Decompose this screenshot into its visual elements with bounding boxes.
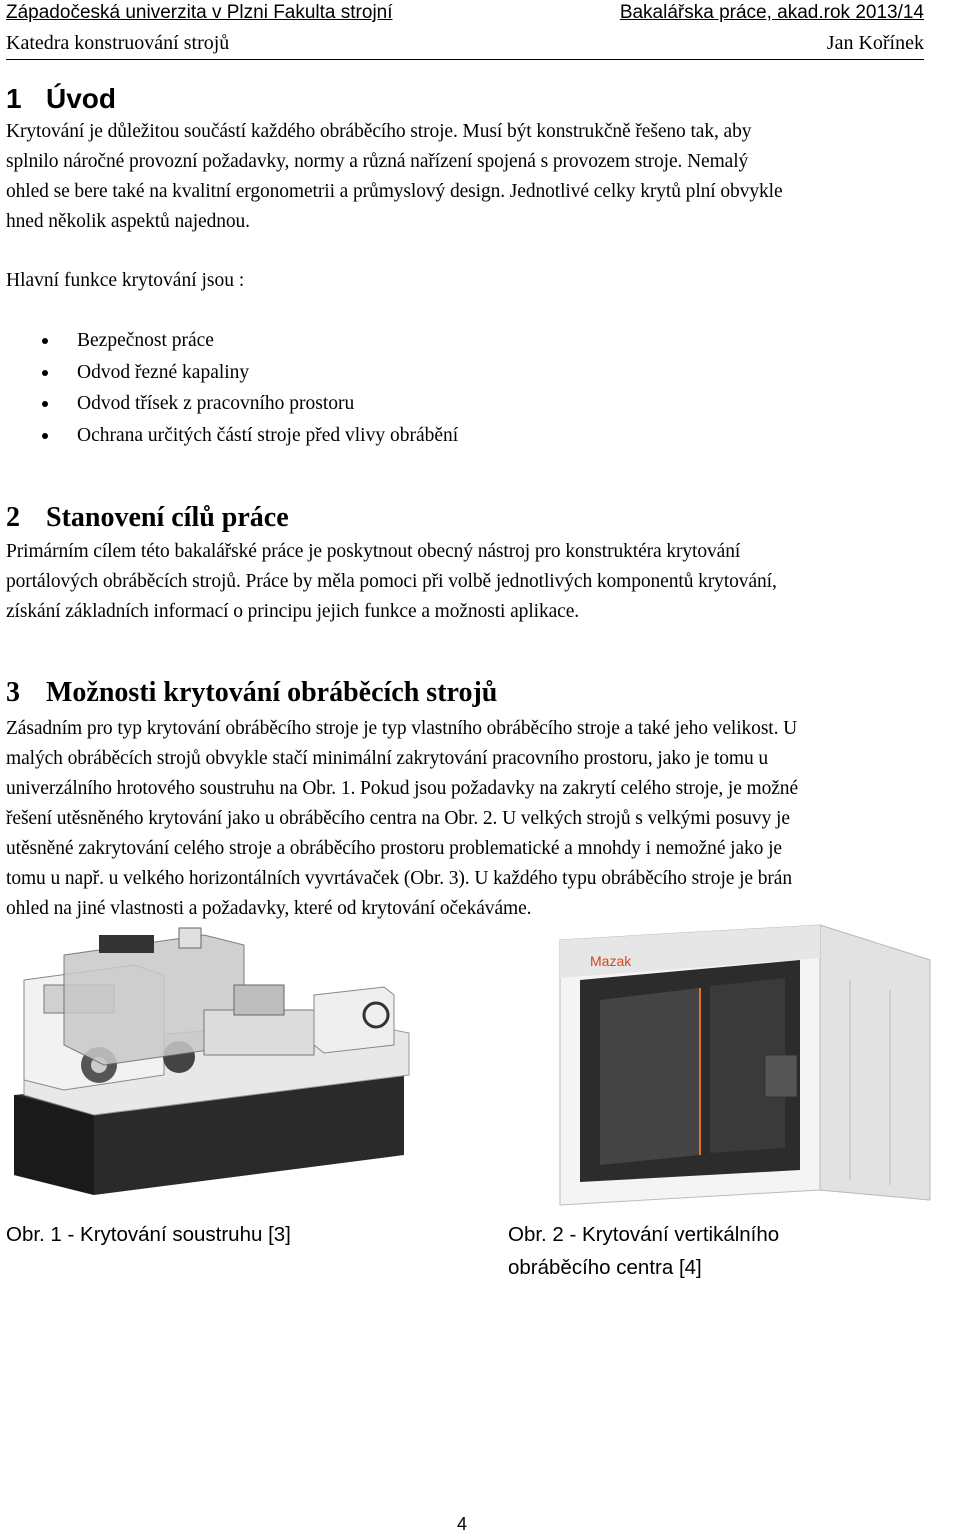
- lathe-image: [4, 925, 424, 1215]
- functions-intro: Hlavní funkce krytování jsou :: [6, 270, 245, 291]
- list-item: [0, 325, 458, 357]
- header-divider: [6, 59, 924, 60]
- section-1-intro: [6, 117, 926, 237]
- machining-center-image: [520, 920, 940, 1220]
- body-line: utěsněné zakrytování celého stroje a obráběcího prostoru problematické a mnohdy i nemožné jako je: [6, 838, 782, 859]
- body-line: řešení utěsněného krytování jako u obráběcího centra na Obr. 2. U velkých strojů s velkými posuvy je: [6, 808, 790, 829]
- intro-line: ohled se bere také na kvalitní ergonometrii a průmyslový design. Jednotlivé celky krytů plní obvykle: [6, 181, 783, 202]
- section-3-body: [6, 714, 926, 924]
- bullet-icon: [42, 370, 48, 376]
- header-university: Západočeská univerzita v Plzni Fakulta strojní: [6, 2, 393, 23]
- section-2-body: [6, 537, 926, 627]
- page-number: 4: [457, 1514, 468, 1534]
- list-item-text: Odvod řezné kapaliny: [77, 361, 250, 383]
- body-line: Zásadním pro typ krytování obráběcího stroje je typ vlastního obráběcího stroje a také jeho velikost. U: [6, 718, 798, 739]
- brand-logo: Mazak: [590, 953, 632, 969]
- list-item: [0, 420, 458, 452]
- header-department: Katedra konstruování strojů: [6, 32, 230, 54]
- body-line: ohled na jiné vlastnosti a požadavky, které od krytování očekáváme.: [6, 898, 532, 919]
- body-line: tomu u např. u velkého horizontálních vyvrtávaček (Obr. 3). U každého typu obráběcího stroje je brán: [6, 868, 792, 889]
- list-item-text: Odvod třísek z pracovního prostoru: [77, 393, 355, 414]
- figure-1-caption: Obr. 1 - Krytování soustruhu [3]: [6, 1223, 291, 1246]
- list-item-text: Bezpečnost práce: [77, 330, 214, 351]
- body-line: získání základních informací o principu jejich funkce a možnosti aplikace.: [6, 601, 580, 622]
- bullet-icon: [42, 401, 48, 407]
- intro-line: splnilo náročné provozní požadavky, normy a různá nařízení spojená s provozem stroje. Nemalý: [6, 151, 749, 172]
- header-author: Jan Kořínek: [826, 32, 924, 54]
- list-item: [0, 388, 458, 420]
- figure-2-caption-line: obráběcího centra [4]: [508, 1256, 702, 1279]
- section-1-number: 1: [6, 83, 22, 114]
- bullet-icon: [42, 338, 48, 344]
- body-line: univerzálního hrotového soustruhu na Obr. 1. Pokud jsou požadavky na zakrytí celého stroje, je možné: [6, 778, 799, 799]
- section-2-title: Stanovení cílů práce: [46, 502, 289, 533]
- page-header-top: [6, 1, 924, 25]
- list-item: [0, 357, 458, 389]
- section-2-number: 2: [6, 502, 20, 533]
- body-line: malých obráběcích strojů obvykle stačí minimální zakrytování pracovního prostoru, jako je tomu u: [6, 748, 769, 769]
- figure-2-caption: [508, 1218, 779, 1284]
- figure-2-caption-line: Obr. 2 - Krytování vertikálního: [508, 1223, 780, 1246]
- intro-line: hned několik aspektů najednou.: [6, 211, 250, 232]
- body-line: Primárním cílem této bakalářské práce je poskytnout obecný nástroj pro konstruktéra krytování: [6, 541, 741, 562]
- section-1-heading: [6, 82, 116, 116]
- header-thesis: Bakalářska práce, akad.rok 2013/14: [619, 2, 924, 23]
- section-3-title: Možnosti krytování obráběcích strojů: [46, 677, 498, 708]
- body-line: portálových obráběcích strojů. Práce by měla pomoci při volbě jednotlivých komponentů krytování,: [6, 571, 777, 592]
- section-1-title: Úvod: [46, 83, 116, 114]
- section-3-number: 3: [6, 677, 20, 708]
- functions-list: [0, 325, 458, 451]
- page-header-bottom: [6, 31, 924, 55]
- bullet-icon: [42, 433, 48, 439]
- intro-line: Krytování je důležitou součástí každého obráběcího stroje. Musí být konstrukčně řešeno tak, aby: [6, 121, 752, 142]
- section-2-heading: [6, 501, 289, 535]
- section-3-heading: [6, 676, 497, 710]
- list-item-text: Ochrana určitých částí stroje před vlivy obrábění: [77, 424, 459, 446]
